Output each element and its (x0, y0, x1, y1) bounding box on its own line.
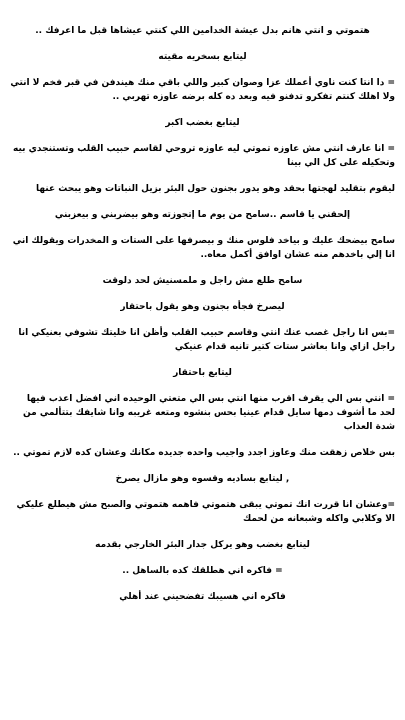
paragraph: =وعشان انا قررت انك تموتي يبقى هتموتي فاهمه هتموتي والصبح مش هيطلع عليكي الا وكلابي واكله وشبعانه من لحمك (16, 500, 395, 524)
paragraph: ليتابع باحتقار (173, 368, 232, 378)
paragraph: فاكره اني هسيبك تفضحيني عند أهلي (119, 592, 286, 602)
paragraph: بس خلاص زهقت منك وعاوز اجدد واجيب واحده جديده مكانك وعشان كده لازم تموتي .. (13, 448, 395, 458)
paragraph: إلحقني يا قاسم ..سامح من يوم ما إتجوزته وهو بيضربني و بيعزبني (54, 210, 351, 220)
paragraph: سامح بيضحك عليك و بياخد فلوس منك و بيصرفها على الستات و المخدرات ويقولك اني انا إلي باخدهم منه عشان اوافق أكمل معاه.. (12, 236, 395, 260)
paragraph: , ليتابع بساديه وقسوه وهو مازال يصرخ (115, 474, 290, 484)
paragraph: ليتابع بغضب وهو يركل جدار البئر الخارجي بقدمه (95, 540, 310, 550)
paragraph: ليتابع بغضب اكبر (165, 118, 240, 128)
paragraph: =بس انا راجل غصب عنك انتي وقاسم حبيب القلب وأظن انا خليتك تشوفي بعنيكي انا راجل ازاي وانا بعاشر ستات كتير تانيه قدام عنيكي (18, 328, 395, 352)
paragraph: = انا عارف انتي مش عاوزه تموتي ليه عاوزه تروحي لقاسم حبيب القلب وتستنجدي بيه وتحكيله على كل الي بينا (13, 144, 395, 168)
paragraph: ليقوم بتقليد لهجتها بحقد وهو يدور بجنون حول البئر بزيل النباتات وهو يبحث عنها (35, 184, 395, 194)
paragraph: هتموتي و انتي هانم بدل عيشة الخدامين اللي كنتي عيشاها قبل ما اعرفك .. (35, 26, 370, 36)
paragraph: = دا انتا كنت ناوي أعملك عزا وصوان كبير واللي باقي منك هيندفن في قبر فخم لا انتي ولا اهلك كنتم تفكرو تدفنو فيه وبعد ده كله برضه عاوزه تهربي .. (10, 78, 395, 102)
paragraph: ليتابع بسخريه مقيته (158, 52, 247, 62)
paragraph: = انتي بس الي يقرف اقرب منها انتي بس الي متعتي الوحيده اني افضل اعذب فيها لحد ما أشوف دمها سايل قدام عينيا بحس بنشوه ومتعه غريبه وانا شايفك بتتألمي من شدة العذاب (23, 394, 395, 432)
paragraph: ليصرخ فجأه بجنون وهو يقول باحتقار (120, 302, 285, 312)
paragraph: = فاكره اني هطلقك كده بالساهل .. (122, 566, 283, 576)
paragraph: سامح طلع مش راجل و ملمسنيش لحد دلوقت (102, 276, 303, 286)
